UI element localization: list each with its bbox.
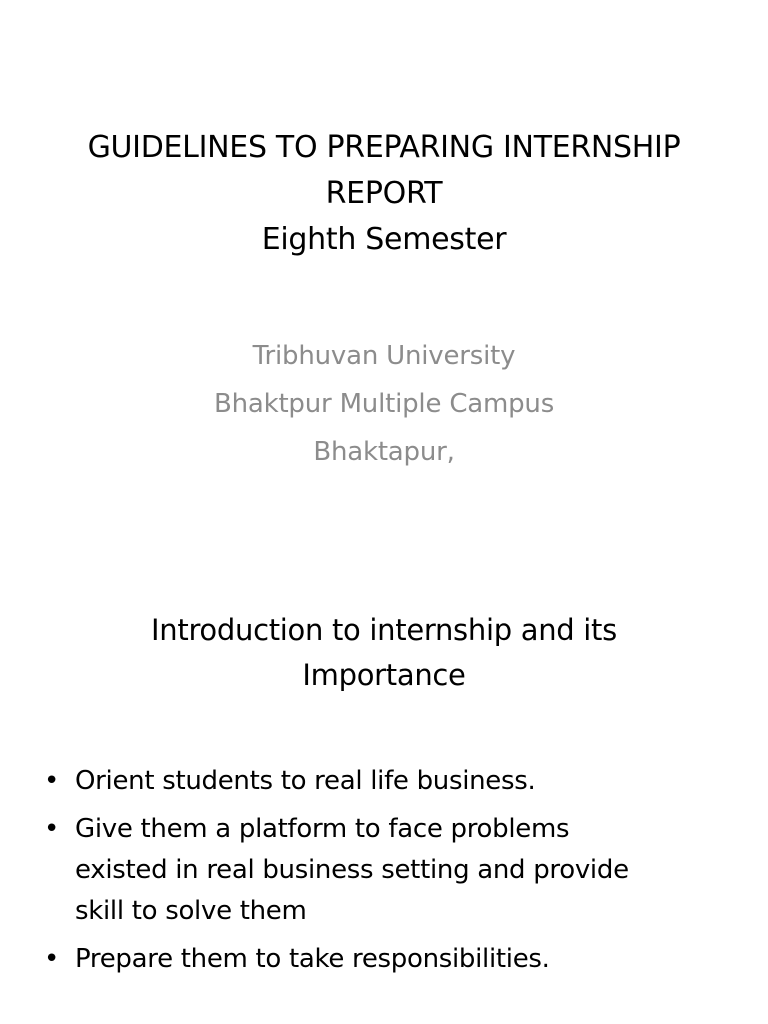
- heading-line: Importance: [302, 658, 466, 692]
- bullet-list: [44, 761, 724, 987]
- slide-introduction: [0, 580, 768, 1024]
- title-line: Eighth Semester: [261, 222, 507, 257]
- bullet-item: [44, 809, 724, 932]
- heading-line: Introduction to internship and its: [151, 613, 617, 647]
- bullet-text: Orient students to real life business.: [75, 766, 536, 796]
- slide-title-heading: [40, 125, 728, 263]
- bullet-text: Prepare them to take responsibilities.: [75, 944, 550, 974]
- subtitle-campus: Bhaktpur Multiple Campus: [213, 389, 555, 419]
- bullet-item: [44, 939, 724, 980]
- bullet-text: existed in real business setting and provide: [75, 855, 629, 885]
- title-line: REPORT: [325, 176, 443, 211]
- slide-heading: [40, 608, 728, 698]
- bullet-text: Give them a platform to face problems: [75, 814, 570, 844]
- slide-subtitle: [40, 332, 728, 476]
- bullet-item: [44, 761, 724, 802]
- title-line: GUIDELINES TO PREPARING INTERNSHIP: [87, 130, 681, 165]
- subtitle-location: Bhaktapur,: [313, 437, 455, 467]
- bullet-dot-icon: •: [44, 944, 60, 974]
- bullet-dot-icon: •: [44, 766, 60, 796]
- bullet-text: skill to solve them: [75, 896, 307, 926]
- bullet-dot-icon: •: [44, 814, 60, 844]
- subtitle-university: Tribhuvan University: [252, 341, 516, 371]
